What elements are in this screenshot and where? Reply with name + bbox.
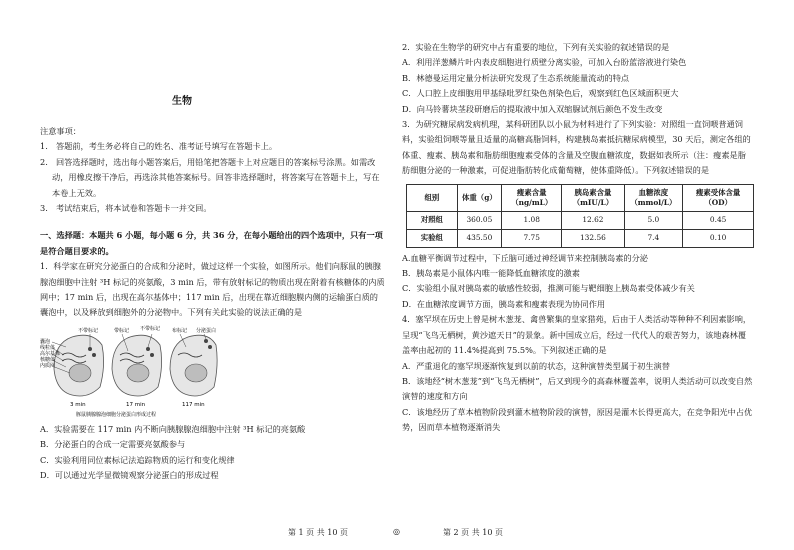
label-labeled-1: 带标记 xyxy=(114,327,130,334)
table-header-row xyxy=(407,184,754,211)
label-golgi: 高尔基体 xyxy=(40,350,61,357)
table-cell: 1.08 xyxy=(502,211,562,229)
label-secretory-protein: 分泌蛋白 xyxy=(196,327,217,334)
footer-mark: ◎ xyxy=(393,527,400,536)
q1-option-c: C．实验利用同位素标记法追踪物质的运行和变化规律 xyxy=(40,454,235,465)
cell-3min xyxy=(54,335,104,396)
experiment-table xyxy=(406,184,754,248)
page-footer-left: 第 1 页 共 10 页 xyxy=(288,528,348,537)
q2-option-a: A．利用洋葱鳞片叶内表皮细胞进行质壁分离实验，可加入台盼蓝溶液进行染色 xyxy=(402,57,687,68)
table-cell: 0.45 xyxy=(683,211,754,229)
section-heading: 一、选择题：本题共 6 小题，每小题 6 分，共 36 分，在每小题给出的四个选项中，只有一项是符合题目要求的。 xyxy=(40,230,383,256)
notice-2: 2. 回答选择题时，选出每小题答案后，用铅笔把答题卡上对应题目的答案标号涂黑。如需改动，用橡皮擦干净后，再选涂其他答案标号。回答非选择题时，将答案写在答题卡上，写在本卷上无效。 xyxy=(40,156,380,198)
q2-option-d: D．向马铃薯块茎段研磨后的提取液中加入双缩脲试剂后颜色不发生改变 xyxy=(402,103,663,114)
q3-option-c: C．实验组小鼠对胰岛素的敏感性较弱，推测可能与靶细胞上胰岛素受体减少有关 xyxy=(402,283,695,294)
page-footer-right: 第 2 页 共 10 页 xyxy=(443,528,503,537)
label-ribosome: 核糖体 xyxy=(40,356,56,363)
table-cell: 0.10 xyxy=(683,229,754,247)
table-row xyxy=(407,229,754,247)
cell-diagram-svg xyxy=(40,325,220,420)
q3-option-d: D．在血糖浓度调节方面，胰岛素和瘦素表现为协同作用 xyxy=(402,298,606,309)
label-er: 内质网 xyxy=(40,362,56,369)
table-cell: 实验组 xyxy=(407,229,458,247)
table-cell: 7.75 xyxy=(502,229,562,247)
table-cell: 360.05 xyxy=(457,211,501,229)
q2-option-c: C．人口腔上皮细胞用甲基绿吡罗红染色剂染色后，观察到红色区域面积更大 xyxy=(402,88,679,99)
question-2-stem: 2．实验在生物学的研究中占有重要的地位，下列有关实验的叙述错误的是 xyxy=(402,42,670,52)
question-1-stem: 1．科学家在研究分泌蛋白的合成和分泌时，做过这样一个实验，如图所示。他们向豚鼠的胰腺腺泡细胞中注射 ³H 标记的亮氨酸，3 min 后，带有放射标记的物质出现在附着有核糖体的内质网中；17 min 后，出现在高尔基体中；117 min 后，出现在靠近细胞膜内侧的运输蛋白质的囊泡中，以及释放到细胞外的分泌物中。下列有关此实验的说法正确的是 xyxy=(40,261,385,318)
label-unlabeled-1: 不带标记 xyxy=(78,327,99,334)
table-header-cell: 瘦素受体含量（OD） xyxy=(683,184,754,211)
q1-option-a: A．实验需要在 117 min 内不断向胰腺腺泡细胞中注射 ³H 标记的亮氨酸 xyxy=(40,423,306,434)
q4-option-b: B．该地经“树木葱茏”到“飞鸟无栖树”，后又到现今的高森林覆盖率，说明人类活动可以改变自然演替的速度和方向 xyxy=(402,375,753,402)
table-header-cell: 组别 xyxy=(407,184,458,211)
table-cell: 7.4 xyxy=(624,229,683,247)
label-mitochondria: 线粒体 xyxy=(40,344,56,351)
q1-option-d: D．可以通过光学显微镜观察分泌蛋白的形成过程 xyxy=(40,470,219,481)
notice-1: 1. 答题前，考生务必将自己的姓名、准考证号填写在答题卡上。 xyxy=(40,141,278,152)
table-cell: 对照组 xyxy=(407,211,458,229)
figure-caption: 豚鼠胰腺腺泡细胞分泌蛋白形成过程 xyxy=(76,411,157,418)
notice-heading: 注意事项： xyxy=(40,126,81,136)
q2-option-b: B．林德曼运用定量分析法研究发现了生态系统能量流动的特点 xyxy=(402,72,630,83)
label-unlabeled-2: 不带标记 xyxy=(140,325,161,332)
time-117min: 117 min xyxy=(182,401,205,408)
q3-option-a: A.血糖平衡调节过程中，下丘脑可通过神经调节来控制胰岛素的分泌 xyxy=(402,252,648,263)
table-header-cell: 瘦素含量（ng/mL） xyxy=(502,184,562,211)
time-3min: 3 min xyxy=(70,401,86,408)
q1-option-b: B．分泌蛋白的合成一定需要亮氨酸参与 xyxy=(40,439,186,450)
table-row xyxy=(407,211,754,229)
cell-117min xyxy=(170,335,217,396)
table-header-cell: 体重（g） xyxy=(457,184,501,211)
table-cell: 132.56 xyxy=(562,229,624,247)
question-3-stem: 3．为研究糖尿病发病机理，某科研团队以小鼠为材料进行了下列实验：对照组一直饲喂普通饲料，实验组饲喂等量且适量的高糖高脂饲料，构建胰岛素抵抗糖尿病模型，30 天后，测定各组的体重、瘦素、胰岛素和脂肪细胞瘦素受体的含量及空腹血糖浓度，数据如表所示（注：瘦素是脂肪细胞分泌的一种激素，可促进脂肪转化成葡萄糖，使体重降低）。下列叙述错误的是 xyxy=(402,119,751,176)
q3-option-b: B．胰岛素是小鼠体内唯一能降低血糖浓度的激素 xyxy=(402,268,580,279)
notice-3: 3. 考试结束后，将本试卷和答题卡一并交回。 xyxy=(40,203,212,214)
secretion-diagram xyxy=(40,325,220,420)
label-labeled-2: 布标记 xyxy=(172,327,188,334)
q4-option-a: A．严重退化的塞罕坝逐渐恢复到以前的状态，这种演替类型属于初生演替 xyxy=(402,360,670,371)
table-header-cell: 血糖浓度（mmol/L） xyxy=(624,184,683,211)
q4-option-c: C．该地经历了草本植物阶段到灌木植物阶段的演替，原因是灌木长得更高大，在竞争阳光中占优势，因而草本植物逐渐消失 xyxy=(402,406,753,433)
label-vesicle: 囊泡 xyxy=(40,338,51,345)
table-cell: 12.62 xyxy=(562,211,624,229)
question-4-stem: 4．塞罕坝在历史上曾是树木葱茏、禽兽繁集的皇家猎苑，后由于人类活动等种种不利因素影响，呈现“飞鸟无栖树，黄沙遮天日”的景象。新中国成立后，经过一代代人的艰苦努力，该地森林覆盖率由起初的 11.4%提高到 75.5%。下列叙述正确的是 xyxy=(402,314,752,356)
table-cell: 5.0 xyxy=(624,211,683,229)
right-column xyxy=(402,40,754,436)
table-cell: 435.50 xyxy=(457,229,501,247)
cell-17min xyxy=(112,335,162,396)
exam-title: 生物 xyxy=(172,96,192,107)
table-header-cell: 胰岛素含量（mIU/L） xyxy=(562,184,624,211)
time-17min: 17 min xyxy=(126,401,146,408)
left-column xyxy=(40,124,385,484)
